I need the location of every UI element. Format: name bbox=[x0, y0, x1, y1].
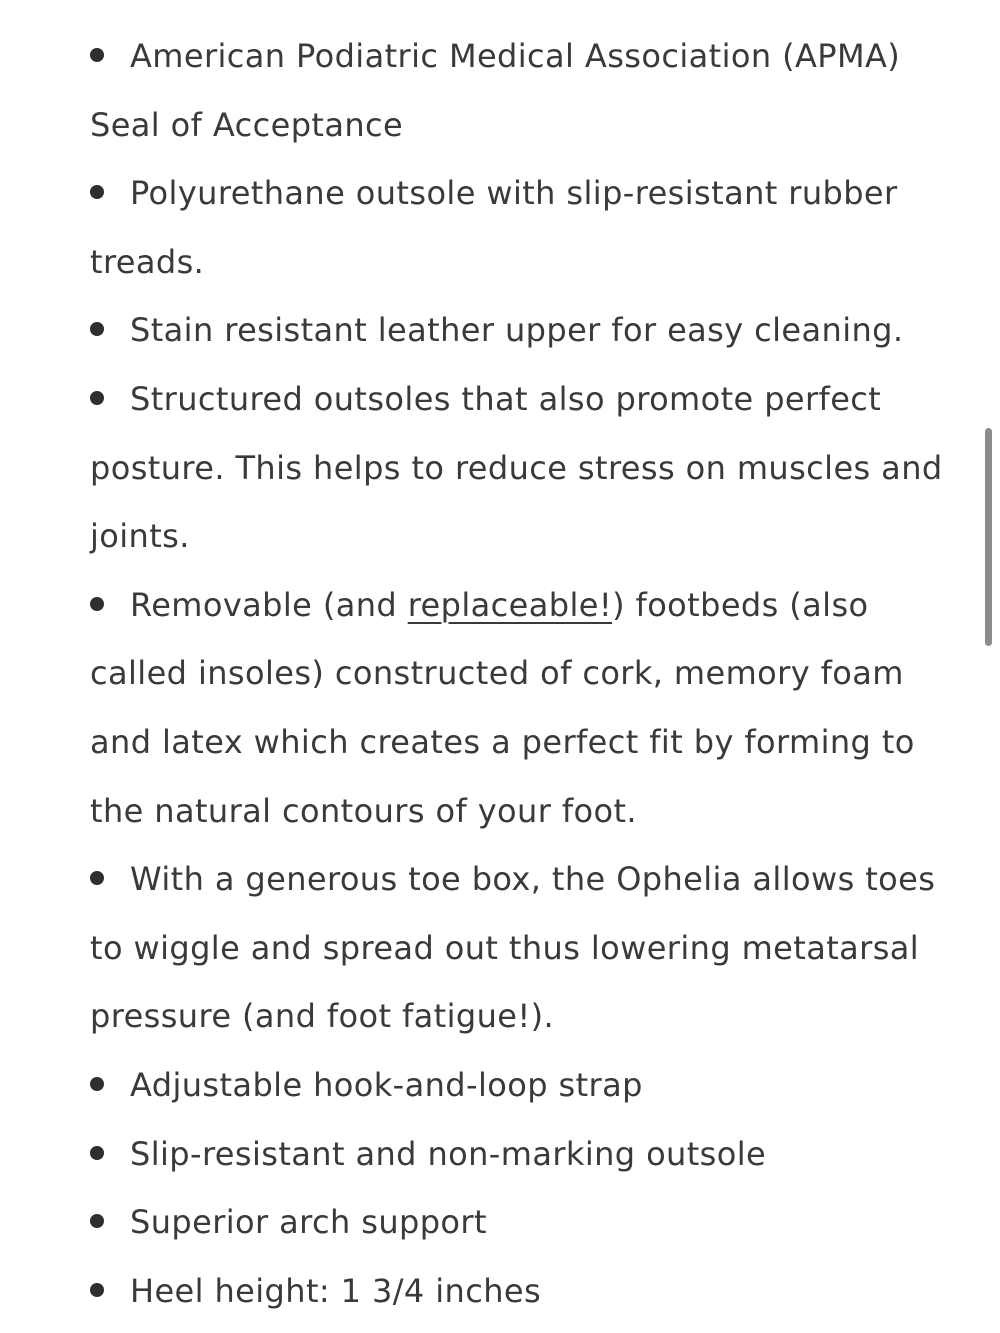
list-item bbox=[90, 845, 950, 1051]
list-item bbox=[90, 1051, 950, 1120]
bullet-icon bbox=[90, 1283, 104, 1297]
feature-text: Stain resistant leather upper for easy cleaning. bbox=[130, 311, 904, 350]
bullet-icon bbox=[90, 185, 104, 199]
list-item bbox=[90, 365, 950, 571]
feature-list bbox=[90, 22, 950, 1325]
list-item bbox=[90, 1120, 950, 1189]
list-item bbox=[90, 571, 950, 845]
replaceable-link[interactable]: replaceable! bbox=[407, 585, 613, 624]
bullet-icon bbox=[90, 871, 104, 885]
bullet-icon bbox=[90, 322, 104, 336]
feature-text: With a generous toe box, the Ophelia allows toes to wiggle and spread out thus lowering metatarsal pressure (and foot fatigue!). bbox=[90, 860, 936, 1036]
list-item bbox=[90, 1257, 950, 1326]
feature-text-after-link: ) footbeds (also called insoles) constructed of cork, memory foam and latex which creates a perfect fit by forming to the natural contours of your foot. bbox=[90, 585, 915, 830]
feature-text: Adjustable hook-and-loop strap bbox=[130, 1065, 643, 1104]
list-item bbox=[90, 22, 950, 159]
feature-text: Slip-resistant and non-marking outsole bbox=[130, 1134, 767, 1173]
feature-text: Superior arch support bbox=[130, 1203, 487, 1242]
bullet-icon bbox=[90, 48, 104, 62]
list-item bbox=[90, 1188, 950, 1257]
bullet-icon bbox=[90, 1214, 104, 1228]
bullet-icon bbox=[90, 1146, 104, 1160]
list-item bbox=[90, 296, 950, 365]
scrollbar-thumb[interactable] bbox=[985, 428, 992, 646]
feature-text: Polyurethane outsole with slip-resistant rubber treads. bbox=[90, 174, 898, 281]
list-item bbox=[90, 159, 950, 296]
bullet-icon bbox=[90, 1077, 104, 1091]
feature-text: Structured outsoles that also promote perfect posture. This helps to reduce stress on muscles and joints. bbox=[90, 379, 943, 556]
bullet-icon bbox=[90, 597, 104, 611]
feature-text-before-link: Removable (and bbox=[130, 585, 408, 624]
bullet-icon bbox=[90, 391, 104, 405]
feature-text: American Podiatric Medical Association (APMA) Seal of Acceptance bbox=[90, 37, 901, 144]
feature-text: Heel height: 1 3/4 inches bbox=[130, 1271, 542, 1310]
